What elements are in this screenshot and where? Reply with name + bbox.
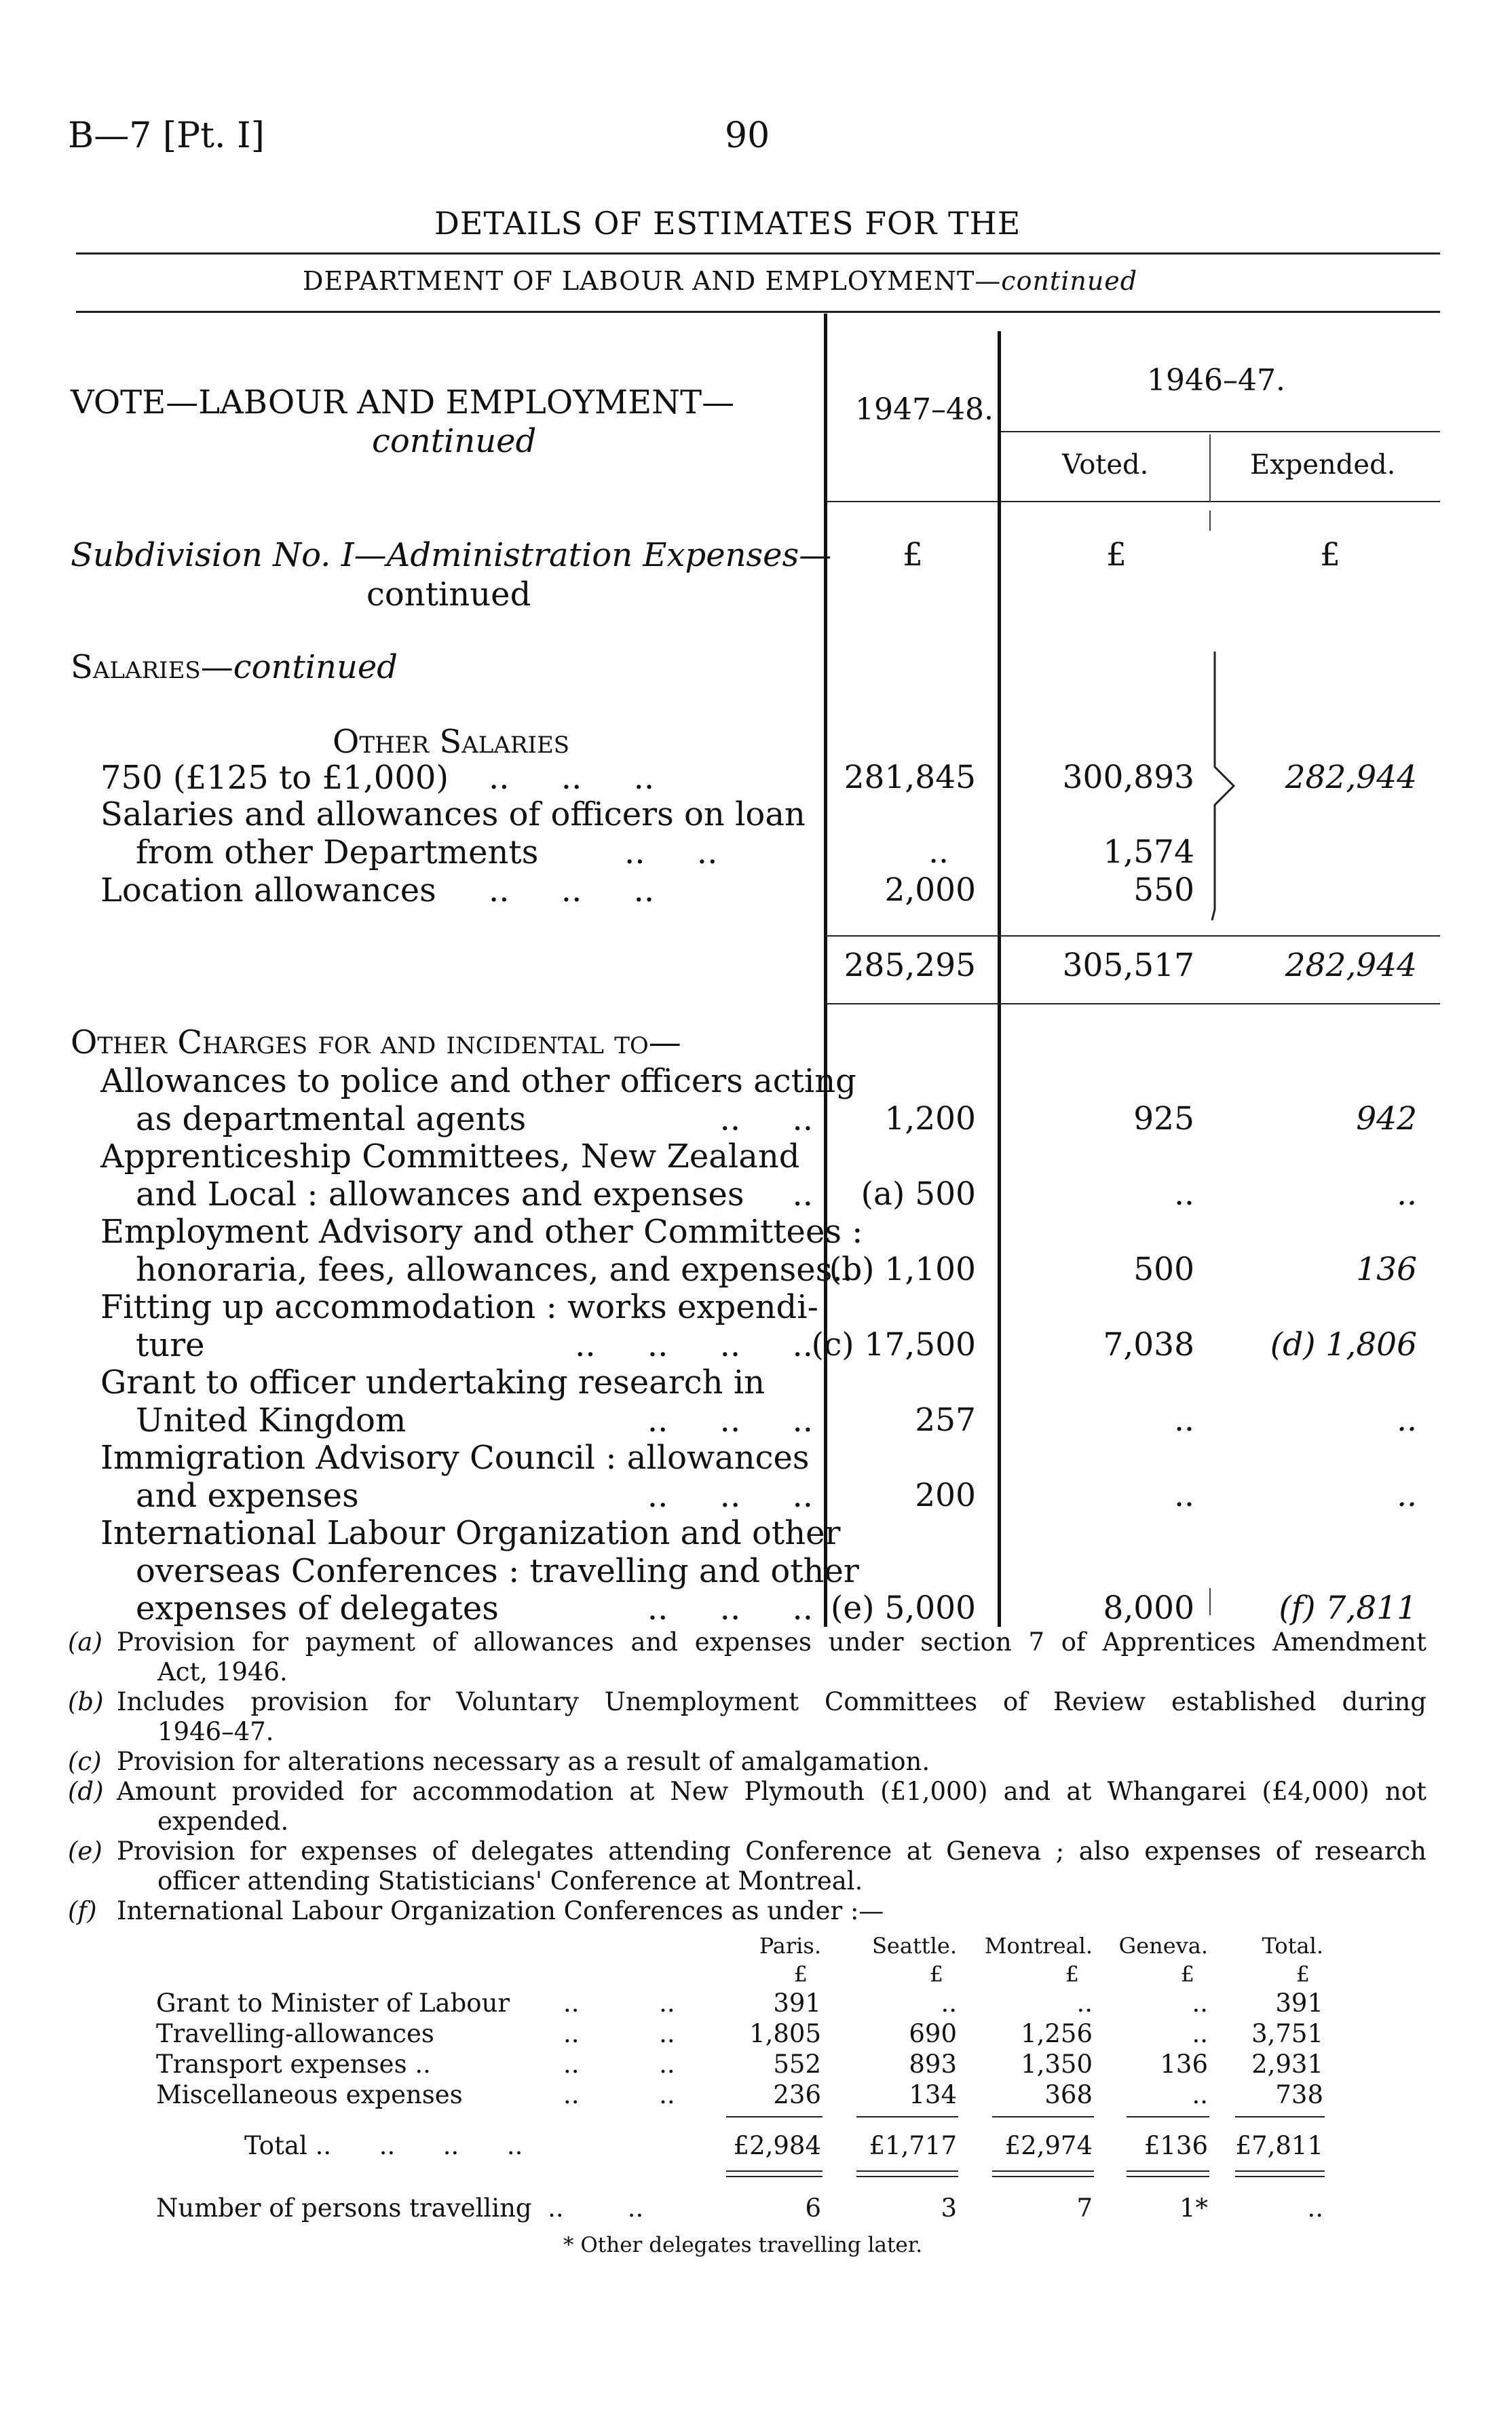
ilo-total-double-rule [992, 2170, 1094, 2172]
salaries-total-voted: 305,517 [1062, 947, 1194, 984]
ilo-cell: 738 [1275, 2080, 1323, 2109]
ilo-persons-cell: 1* [1179, 2194, 1208, 2223]
charge-expended-value: 942 [1356, 1100, 1417, 1137]
ilo-total-label: Total .. .. .. .. [244, 2131, 523, 2160]
salary-row-leaders: .. .. .. [489, 871, 655, 909]
charge-line-text: Allowances to police and other officers acting [100, 1062, 856, 1100]
salaries-total-expended: 282,944 [1285, 947, 1417, 984]
ilo-cell: 391 [1275, 1989, 1323, 2018]
other-charges-heading: Other Charges for and incidental to— [71, 1023, 681, 1061]
ilo-total-rule [1235, 2116, 1325, 2117]
charge-line-text: ture [136, 1326, 205, 1364]
salary-row-1947: 281,845 [844, 759, 976, 796]
salary-row-1947: 2,000 [884, 871, 976, 909]
ilo-cell: .. [941, 1989, 957, 2018]
ilo-total-double-rule [856, 2170, 958, 2172]
salaries-heading [71, 648, 398, 686]
ilo-persons-cell: 3 [941, 2194, 957, 2223]
salary-row-label: Location allowances [100, 871, 436, 909]
salaries-total-rule-top [825, 935, 1440, 937]
subtitle-rule [76, 311, 1440, 313]
ilo-total-double-rule [726, 2176, 823, 2177]
ilo-total-rule [726, 2116, 823, 2117]
footnote-mark: (b) [68, 1687, 104, 1716]
charge-expended-value: (f) 7,811 [1279, 1589, 1417, 1627]
footnote-text: Provision for expenses of delegates attending Conference at Geneva ; also expenses of research [117, 1837, 1426, 1866]
ilo-total-rule [1127, 2116, 1209, 2117]
charge-line-leaders: .. .. .. .. [575, 1326, 813, 1364]
ilo-persons-cell: 6 [805, 2194, 821, 2223]
charge-1947-value: 1,200 [884, 1100, 976, 1137]
charge-voted-value: 500 [1133, 1251, 1194, 1288]
ilo-column-header: Total. [1262, 1933, 1323, 1959]
charge-expended-value: (d) 1,806 [1270, 1326, 1417, 1363]
ilo-total-double-rule [1127, 2176, 1209, 2177]
charge-1947-value: 200 [915, 1477, 976, 1514]
charge-expended-value: .. [1397, 1175, 1417, 1213]
footnote-text: Includes provision for Voluntary Unemployment Committees of Review established during [117, 1687, 1426, 1716]
charge-line-text: Apprenticeship Committees, New Zealand [100, 1137, 800, 1175]
salaries-heading-text: Salaries— [71, 648, 233, 686]
column-rule-3c [1209, 1588, 1211, 1615]
ilo-total-rule [992, 2116, 1094, 2117]
ilo-row-label: Transport expenses .. [156, 2050, 431, 2079]
column-rule-3a [1209, 434, 1211, 502]
ilo-total-double-rule [856, 2176, 958, 2177]
ilo-column-header: Paris. [759, 1933, 821, 1959]
ilo-total-cell: £1,717 [869, 2131, 957, 2160]
column-rule-3b [1209, 510, 1211, 531]
ilo-persons-cell: 7 [1076, 2194, 1093, 2223]
page-subtitle [303, 266, 1137, 296]
footnote-text: International Labour Organization Conferences as under :— [117, 1896, 884, 1925]
subdivision-continued: continued [366, 576, 531, 614]
ilo-total-cell: £136 [1144, 2131, 1208, 2160]
charge-line-text: and expenses [136, 1477, 359, 1515]
salary-row-1947: .. [928, 833, 949, 871]
ilo-cell: .. [1192, 2080, 1208, 2109]
ilo-total-double-rule [992, 2176, 1094, 2177]
expended-brace [1209, 652, 1250, 923]
charge-voted-value: 7,038 [1103, 1326, 1194, 1363]
ilo-total-cell: £7,811 [1235, 2131, 1323, 2160]
charge-line-leaders: .. .. .. [647, 1477, 813, 1515]
charge-1947-value: (a) 500 [861, 1175, 976, 1213]
footnote-mark: (c) [68, 1747, 102, 1776]
ilo-cell: 368 [1044, 2080, 1093, 2109]
salaries-heading-continued: continued [233, 648, 398, 686]
footnote-text: officer attending Statisticians' Conference at Montreal. [157, 1866, 863, 1896]
footnote-text: 1946–47. [157, 1717, 274, 1746]
ilo-cell: 136 [1160, 2050, 1208, 2079]
salary-row-label: from other Departments [136, 833, 539, 871]
ilo-row-leaders: .. .. [563, 2080, 675, 2109]
ilo-cell: .. [1076, 1989, 1093, 2018]
footnote-text: Provision for alterations necessary as a result of amalgamation. [117, 1747, 930, 1776]
charge-line-leaders: .. .. [719, 1100, 813, 1138]
ilo-total-rule [856, 2116, 958, 2117]
charge-voted-value: 8,000 [1103, 1589, 1194, 1627]
ilo-cell: 552 [773, 2050, 821, 2079]
ilo-footnote: * Other delegates travelling later. [563, 2233, 923, 2257]
salary-row-leaders: .. .. [624, 833, 718, 871]
ilo-currency: £ [1296, 1961, 1310, 1987]
charge-line-text: Employment Advisory and other Committees : [100, 1213, 863, 1251]
ilo-cell: 2,931 [1251, 2050, 1323, 2079]
charge-line-leaders: .. .. .. [647, 1401, 813, 1439]
charge-voted-value: 925 [1133, 1100, 1194, 1137]
subdivision-title: Subdivision No. I—Administration Expenses— [71, 536, 832, 574]
ilo-currency: £ [1065, 1961, 1079, 1987]
subtitle-text: DEPARTMENT OF LABOUR AND EMPLOYMENT— [303, 266, 1002, 296]
charge-expended-value: .. [1397, 1477, 1417, 1514]
footnote-mark: (e) [68, 1837, 102, 1866]
footnote-mark: (f) [68, 1896, 97, 1925]
ilo-cell: .. [1192, 2019, 1208, 2048]
charge-line-text: International Labour Organization and other [100, 1514, 841, 1552]
other-salaries-heading: Other Salaries [333, 723, 570, 761]
ilo-row-leaders: .. .. [563, 2019, 675, 2048]
ilo-persons-cell: .. [1307, 2194, 1323, 2223]
salary-row-leaders: .. .. .. [489, 759, 655, 797]
ilo-cell: 893 [909, 2050, 957, 2079]
charge-line-text: honoraria, fees, allowances, and expenses.. [136, 1251, 853, 1289]
ilo-row-label: Grant to Minister of Labour [156, 1989, 510, 2018]
salaries-expended-bracket: 282,944 [1285, 759, 1417, 796]
ilo-cell: 3,751 [1251, 2019, 1323, 2048]
footnote-mark: (a) [68, 1627, 102, 1657]
charge-line-text: United Kingdom [136, 1401, 407, 1439]
ilo-cell: 1,805 [749, 2019, 821, 2048]
currency-1947: £ [903, 536, 923, 573]
charge-1947-value: 257 [915, 1401, 976, 1439]
ilo-column-header: Montreal. [984, 1933, 1093, 1959]
column-rule-1 [824, 314, 827, 1627]
salary-row-label: Salaries and allowances of officers on loan [100, 795, 806, 833]
charge-1947-value: (e) 5,000 [831, 1589, 976, 1627]
footnote-text: Act, 1946. [157, 1657, 288, 1687]
salaries-total-rule-bottom [825, 1003, 1440, 1004]
ilo-column-header: Seattle. [872, 1933, 957, 1959]
currency-voted: £ [1106, 536, 1127, 573]
page-title: DETAILS OF ESTIMATES FOR THE [434, 205, 1021, 242]
ilo-row-leaders: .. .. [563, 2050, 675, 2079]
ilo-total-double-rule [726, 2170, 823, 2172]
charge-line-text: expenses of delegates [136, 1589, 499, 1627]
ilo-cell: .. [1192, 1989, 1208, 2018]
ilo-persons-label: Number of persons travelling .. .. [156, 2194, 644, 2223]
col-header-1946: 1946–47. [1147, 363, 1285, 398]
page-reference: B—7 [Pt. I] [68, 115, 265, 156]
footnote-text: expended. [157, 1807, 289, 1836]
col-header-expended: Expended. [1250, 449, 1396, 481]
charge-line-text: Grant to officer undertaking research in [100, 1363, 766, 1401]
ilo-currency: £ [793, 1961, 808, 1987]
charge-line-leaders: .. .. .. [647, 1589, 813, 1627]
currency-expended: £ [1320, 536, 1340, 573]
charge-line-leaders: .. [792, 1175, 813, 1213]
charge-line-text: and Local : allowances and expenses [136, 1175, 744, 1213]
charge-1947-value: (c) 17,500 [811, 1326, 976, 1363]
salary-row-voted: 550 [1133, 871, 1194, 909]
ilo-cell: 1,256 [1021, 2019, 1093, 2048]
charge-voted-value: .. [1174, 1175, 1194, 1213]
charge-voted-value: .. [1174, 1477, 1194, 1514]
title-rule [76, 252, 1440, 255]
salary-row-label: 750 (£125 to £1,000) [100, 759, 449, 797]
footnote-text: Amount provided for accommodation at New Plymouth (£1,000) and at Whangarei (£4,000) not [117, 1777, 1426, 1806]
col-header-1947: 1947–48. [855, 392, 994, 427]
footnote-mark: (d) [68, 1777, 104, 1806]
ilo-row-label: Miscellaneous expenses [156, 2080, 463, 2109]
charge-line-text: Fitting up accommodation : works expendi- [100, 1288, 818, 1326]
ilo-total-double-rule [1235, 2176, 1325, 2177]
charge-expended-value: 136 [1356, 1251, 1417, 1288]
ilo-total-double-rule [1127, 2170, 1209, 2172]
subtitle-continued: continued [1001, 266, 1138, 296]
page-number: 90 [725, 115, 770, 156]
ilo-cell: 1,350 [1021, 2050, 1093, 2079]
ilo-cell: 236 [773, 2080, 821, 2109]
header-bottom-rule [825, 501, 1440, 502]
charge-expended-value: .. [1397, 1401, 1417, 1439]
ilo-currency: £ [1180, 1961, 1194, 1987]
salary-row-voted: 300,893 [1062, 759, 1194, 796]
salaries-total-1947: 285,295 [844, 947, 976, 984]
col-header-voted: Voted. [1062, 449, 1149, 481]
footnote-text: Provision for payment of allowances and expenses under section 7 of Apprentices Amendment [117, 1627, 1426, 1657]
ilo-total-cell: £2,984 [733, 2131, 821, 2160]
ilo-row-label: Travelling-allowances [156, 2019, 434, 2048]
ilo-cell: 134 [909, 2080, 957, 2109]
ilo-currency: £ [929, 1961, 943, 1987]
ilo-column-header: Geneva. [1118, 1933, 1208, 1959]
charge-line-text: as departmental agents [136, 1100, 527, 1138]
ilo-cell: 690 [909, 2019, 957, 2048]
vote-title-continued: continued [372, 422, 537, 460]
column-rule-2 [998, 331, 1001, 1627]
header-split-rule [1000, 431, 1440, 432]
salary-row-voted: 1,574 [1103, 833, 1194, 871]
charge-voted-value: .. [1174, 1401, 1194, 1439]
ilo-total-double-rule [1235, 2170, 1325, 2172]
ilo-total-cell: £2,974 [1004, 2131, 1093, 2160]
ilo-cell: 391 [773, 1989, 821, 2018]
charge-1947-value: (b) 1,100 [829, 1251, 976, 1288]
vote-title: VOTE—LABOUR AND EMPLOYMENT— [71, 383, 735, 421]
charge-line-text: Immigration Advisory Council : allowances [100, 1439, 810, 1477]
charge-line-text: overseas Conferences : travelling and other [136, 1552, 859, 1590]
ilo-row-leaders: .. .. [563, 1989, 675, 2018]
